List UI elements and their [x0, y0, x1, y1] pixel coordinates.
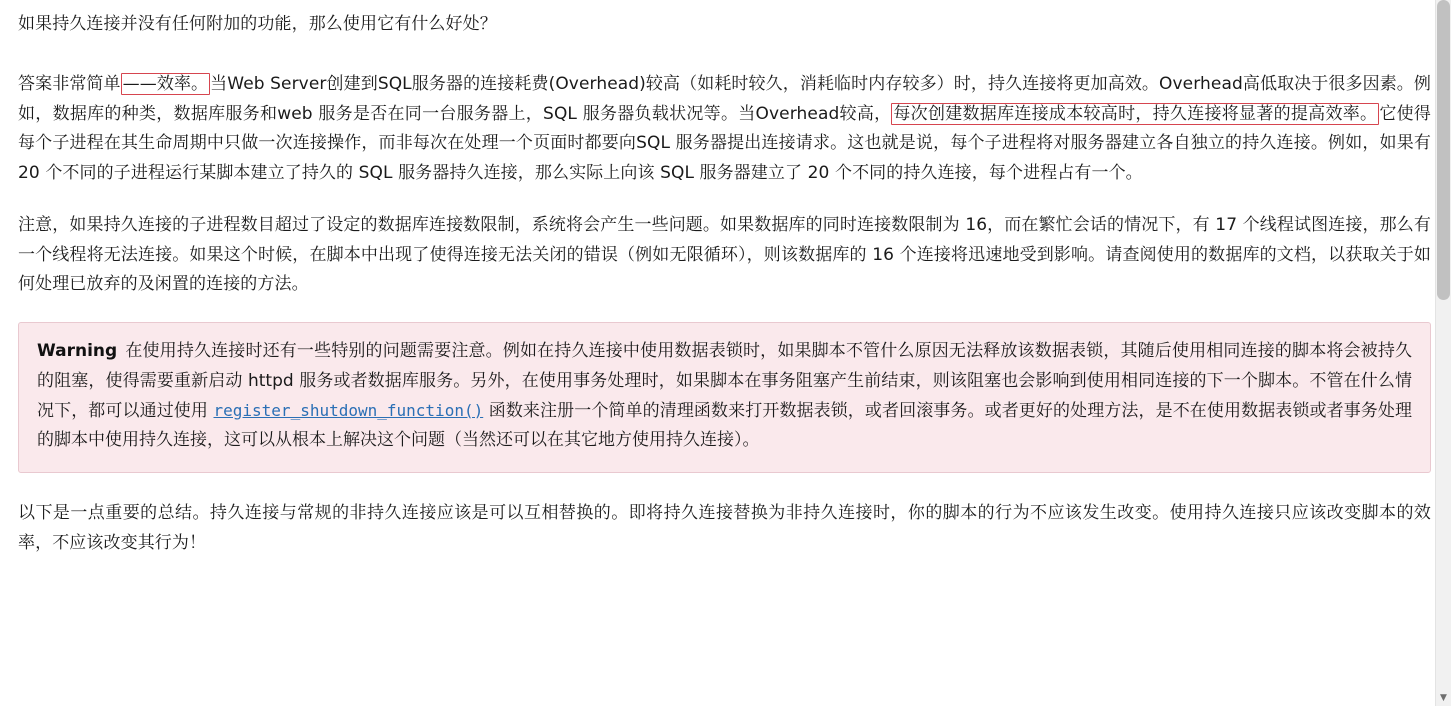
scroll-down-arrow-icon[interactable]: ▼ [1440, 693, 1447, 703]
paragraph-question: 如果持久连接并没有任何附加的功能，那么使用它有什么好处？ [18, 14, 497, 34]
warning-callout [18, 322, 1431, 473]
scrollbar-thumb[interactable] [1437, 0, 1450, 300]
paragraph-efficiency-mid: 当Web Server创建到SQL服务器的连接耗费(Overhead)较高（如耗时较久，消耗临时内存较多）时，持久连接将更加高效。Overhead高低取决于很多因素。例如，数据库的种类，数据库服务和web 服务是否在同一台服务器上，SQL 服务器负载状况等。当Overhead较高， [18, 73, 1432, 124]
paragraph-note: 注意，如果持久连接的子进程数目超过了设定的数据库连接数限制，系统将会产生一些问题。如果数据库的同时连接数限制为 16，而在繁忙会话的情况下，有 17 个线程试图连接，那么有一个线程将无法连接。如果这个时候，在脚本中出现了使得连接无法关闭的错误（例如无限循环），则该数据库的 16 个连接将迅速地受到影响。请查阅使用的数据库的文档，以获取关于如何处理已放弃的及闲置的连接的方法。 [18, 214, 1431, 295]
paragraph-efficiency-tail: 它使得每个子进程在其生命周期中只做一次连接操作，而非每次在处理一个页面时都要向SQL 服务器提出连接请求。这也就是说，每个子进程将对服务器建立各自独立的持久连接。例如，如果有 20 个不同的子进程运行某脚本建立了持久的 SQL 服务器持久连接，那么实际上向该 SQL 服务器建立了 20 个不同的持久连接，每个进程占有一个。 [18, 103, 1431, 183]
highlight-annotation-1: ——效率。 [122, 73, 209, 94]
warning-text-before-link: 在使用持久连接时还有一些特别的问题需要注意。例如在持久连接中使用数据表锁时，如果脚本不管什么原因无法释放该数据表锁，其随后使用相同连接的脚本将会被持久的阻塞，使得需要重新启动 httpd 服务或者数据库服务。另外，在使用事务处理时，如果脚本在事务阻塞产生前结束，则该阻塞也会影响到使用相同连接的下一个脚本。不管在什么情况下，都可以通过使用 [37, 341, 1412, 421]
warning-text-after-link: 函数来注册一个简单的清理函数来打开数据表锁，或者回滚事务。或者更好的处理方法，是不在使用数据表锁或者事务处理的脚本中使用持久连接，这可以从根本上解决这个问题（当然还可以在其它地方使用持久连接）。 [37, 400, 1412, 451]
paragraph-efficiency-lead: 答案非常简单 [18, 73, 121, 94]
paragraph-efficiency [18, 70, 1431, 189]
register-shutdown-function-link[interactable]: register_shutdown_function() [213, 400, 484, 420]
vertical-scrollbar[interactable] [1435, 0, 1451, 706]
highlight-annotation-2: 每次创建数据库连接成本较高时，持久连接将显著的提高效率。 [893, 103, 1378, 124]
warning-title: Warning [37, 341, 118, 361]
paragraph-summary: 以下是一点重要的总结。持久连接与常规的非持久连接应该是可以互相替换的。即将持久连接替换为非持久连接时，你的脚本的行为不应该发生改变。使用持久连接只应该改变脚本的效率，不应该改变其行为！ [18, 503, 1431, 553]
